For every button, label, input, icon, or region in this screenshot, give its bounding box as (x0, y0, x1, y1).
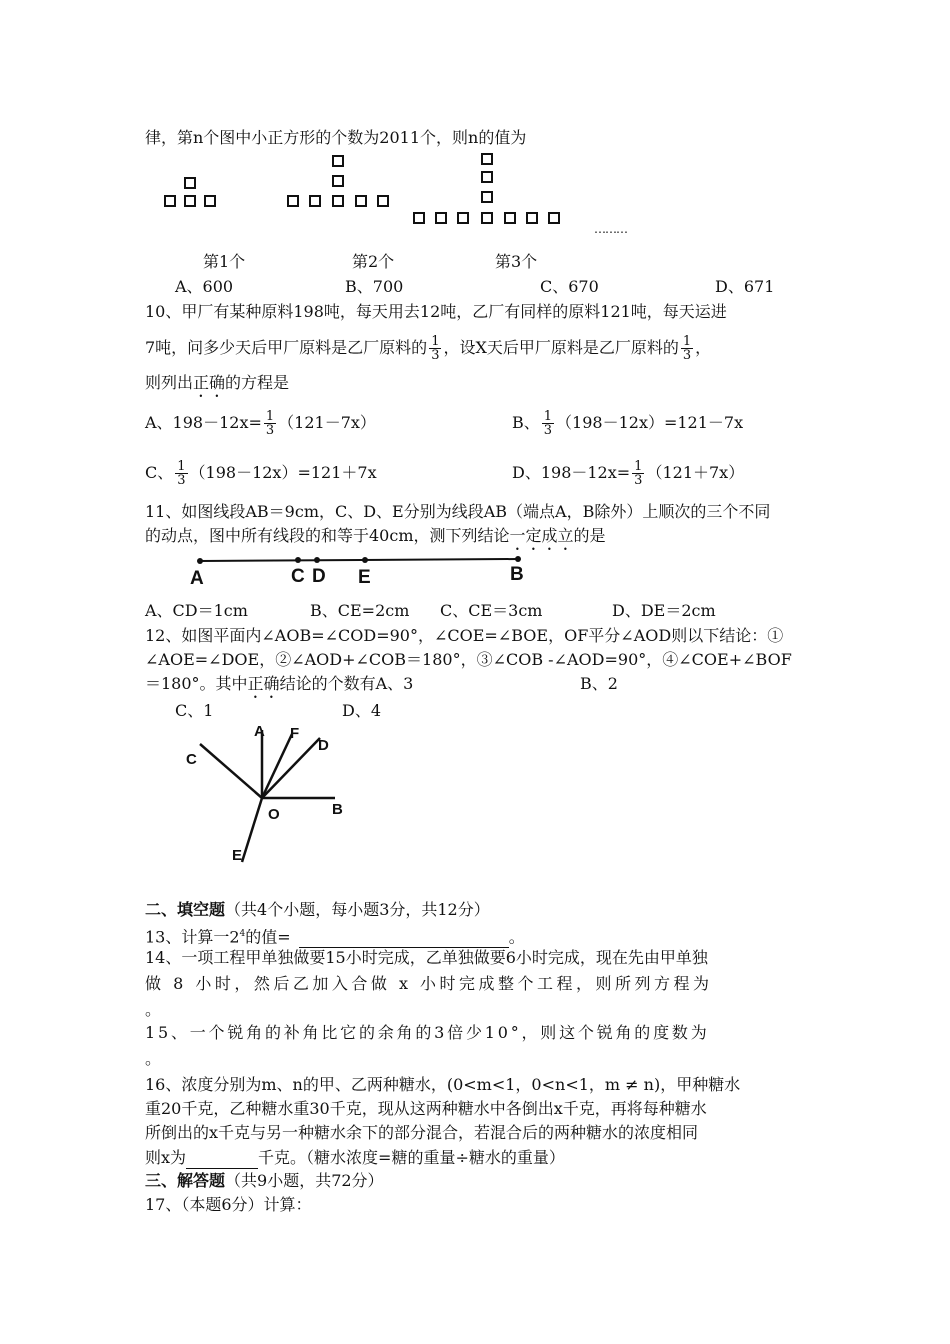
q12-angle-figure (180, 722, 380, 872)
q11-option-b: B、CE=2cm (310, 601, 410, 620)
label-d: D (312, 566, 326, 587)
q13-text: 13、计算一2 (145, 927, 240, 947)
square (288, 196, 298, 206)
q16-text: 则x为 (145, 1148, 187, 1167)
q11-option-c: C、CE＝3cm (440, 601, 543, 620)
q9-figure-label-1: 第1个 (203, 252, 246, 271)
q12-text: ＝180°。其中 (145, 674, 248, 693)
square (310, 196, 320, 206)
q9-option-a: A、600 (175, 277, 234, 296)
label-b: B (510, 564, 524, 585)
q13-exponent: 4 (239, 929, 246, 939)
q12-option-c: C、1 (175, 701, 214, 720)
q10-text: ，设X天后甲厂原料是乙厂原料的 (443, 338, 679, 357)
q16-line-2: 重20千克，乙种糖水重30千克，现从这两种糖水中各倒出x千克，再将每种糖水 (145, 1099, 707, 1118)
q16-text: 千克。（糖水浓度=糖的重量÷糖水的重量） (258, 1148, 565, 1167)
q10-text: 7吨，问多少天后甲厂原料是乙厂原料的 (145, 338, 428, 357)
label-d: D (318, 737, 329, 754)
emphasized-text: 一定成立 (509, 526, 574, 545)
label-c: C (291, 566, 305, 587)
q12-line-2: ∠AOE=∠DOE，②∠AOD+∠COB＝180°，③∠COB -∠AOD=90°，④∠COE+∠BOF (145, 650, 792, 669)
q15-line-1: 15、一个锐角的补角比它的余角的3倍少10°，则这个锐角的度数为 (145, 1023, 710, 1042)
fraction-denominator: 3 (634, 473, 643, 488)
square (165, 196, 175, 206)
emphasized-text: 正确 (247, 674, 280, 693)
section-3-desc: （共9小题，共72分） (225, 1171, 384, 1190)
fraction-denominator: 3 (177, 473, 186, 488)
q10-option-a-text: A、198－12x= (145, 413, 262, 432)
fraction-denominator: 3 (682, 348, 692, 363)
fraction-numerator: 1 (682, 334, 692, 349)
ray-oe (242, 798, 262, 862)
q13-text: 的值= (245, 927, 291, 947)
fraction-numerator: 1 (177, 459, 186, 474)
q9-figure-label-3: 第3个 (495, 252, 538, 271)
ray-od (262, 738, 320, 798)
q10-text: 则列出 (145, 373, 194, 392)
q9-ellipsis: ……… (594, 222, 627, 236)
q12-text: 结论的个数有A、3 (279, 674, 414, 693)
point-b (515, 556, 521, 562)
fraction-numerator: 1 (431, 334, 440, 349)
square (549, 213, 559, 223)
q10-line-1: 10、甲厂有某种原料198吨，每天用去12吨，乙厂有同样的原料121吨，每天运进 (145, 302, 727, 321)
q15-line-2: 。 (145, 1049, 162, 1068)
fraction-one-third (429, 335, 441, 362)
section-2-desc: （共4个小题，每小题3分，共12分） (225, 900, 490, 919)
q16-line-4 (145, 1146, 565, 1169)
q9-option-d: D、671 (715, 277, 775, 296)
q10-option-a-text: （121－7x） (278, 413, 376, 432)
fraction-one-third (681, 335, 693, 362)
fraction-one-third (632, 460, 644, 487)
q14-line-1: 14、一项工程甲单独做要15小时完成，乙单独做要6小时完成，现在先由甲单独 (145, 948, 708, 967)
square (414, 213, 424, 223)
q14-line-3: 。 (145, 1000, 162, 1019)
square (505, 213, 515, 223)
q10-option-c-text: （198－12x）=121＋7x (189, 463, 377, 482)
q10-option-b (512, 410, 743, 437)
q11-segment-figure (188, 552, 528, 592)
label-o: O (268, 806, 280, 823)
q10-text: 的方程是 (225, 373, 290, 392)
q11-line-1: 11、如图线段AB＝9cm，C、D、E分别为线段AB（端点A，B除外）上顺次的三个不同 (145, 502, 771, 521)
ray-of (262, 734, 292, 798)
section-2-title: 二、填空题 (145, 900, 226, 919)
q10-option-a (145, 410, 376, 437)
q17: 17、（本题6分）计算： (145, 1195, 312, 1214)
label-e: E (358, 567, 371, 588)
square (482, 172, 492, 182)
square (333, 176, 343, 186)
q9-intro: 律，第n个图中小正方形的个数为2011个，则n的值为 (145, 128, 527, 147)
label-f: F (290, 725, 300, 742)
q16-line-1: 16、浓度分别为m、n的甲、乙两种糖水，(0<m<1，0<n<1，m ≠ n)，甲种糖水 (145, 1075, 741, 1094)
q16-line-3: 所倒出的x千克与另一种糖水余下的部分混合，若混合后的两种糖水的浓度相同 (145, 1123, 699, 1142)
q12-line-3 (145, 673, 413, 702)
q9-figure-label-2: 第2个 (352, 252, 395, 271)
q10-option-d (512, 460, 744, 487)
square (333, 196, 343, 206)
square (205, 196, 215, 206)
q10-option-c (145, 460, 377, 487)
square (482, 213, 492, 223)
q11-line-2 (145, 525, 606, 554)
q10-line-3 (145, 372, 289, 401)
fraction-denominator: 3 (265, 423, 275, 438)
q12-option-b: B、2 (580, 674, 618, 693)
section-3-title: 三、解答题 (145, 1171, 226, 1190)
point-d (314, 557, 320, 563)
fraction-numerator: 1 (634, 459, 643, 474)
segment-ab (200, 559, 518, 561)
fraction-one-third (264, 410, 276, 437)
square (527, 213, 537, 223)
q12-option-d: D、4 (342, 701, 382, 720)
square (482, 192, 492, 202)
q13 (145, 923, 525, 948)
q10-line-2 (145, 335, 711, 362)
q10-option-c-text: C、 (145, 463, 174, 482)
q9-option-b: B、700 (345, 277, 404, 296)
q12-line-1: 12、如图平面内∠AOB=∠COD=90°，∠COE=∠BOE，OF平分∠AOD则以下结论：① (145, 626, 784, 645)
label-a: A (190, 568, 204, 589)
label-b: B (332, 801, 343, 818)
square (436, 213, 446, 223)
square (333, 156, 343, 166)
square (458, 213, 468, 223)
fraction-one-third (542, 410, 554, 437)
fraction-numerator: 1 (543, 409, 553, 424)
q10-option-d-text: D、198－12x= (512, 463, 631, 482)
q11-text: 的动点，图中所有线段的和等于40cm，测下列结论 (145, 526, 510, 545)
point-e (362, 557, 368, 563)
q11-text: 的是 (573, 526, 606, 545)
square (482, 154, 492, 164)
q13-text: 。 (508, 927, 525, 947)
q13-answer-blank[interactable] (299, 925, 509, 948)
square (378, 196, 388, 206)
q16-answer-blank[interactable] (186, 1146, 258, 1169)
point-a (197, 558, 203, 564)
square (356, 196, 366, 206)
label-c: C (186, 751, 197, 768)
fraction-numerator: 1 (265, 409, 275, 424)
q11-option-a: A、CD＝1cm (145, 601, 248, 620)
section-2-header (145, 899, 490, 921)
q10-option-b-text: B、 (512, 413, 540, 432)
q10-option-d-text: （121＋7x） (646, 463, 745, 482)
point-c (295, 557, 301, 563)
square (185, 178, 195, 188)
ray-oc (200, 744, 262, 798)
square (185, 196, 195, 206)
q10-text: ， (695, 338, 712, 357)
q11-option-d: D、DE＝2cm (612, 601, 716, 620)
q10-option-b-text: （198－12x）=121－7x (556, 413, 744, 432)
fraction-denominator: 3 (431, 348, 440, 363)
label-a: A (254, 723, 265, 740)
emphasized-text: 正确 (193, 373, 226, 392)
label-e: E (232, 847, 243, 864)
section-3-header (145, 1170, 384, 1192)
q9-option-c: C、670 (540, 277, 599, 296)
fraction-one-third (175, 460, 187, 487)
fraction-denominator: 3 (543, 423, 553, 438)
q14-line-2: 做 8 小时，然后乙加入合做 x 小时完成整个工程，则所列方程为 (145, 974, 713, 993)
